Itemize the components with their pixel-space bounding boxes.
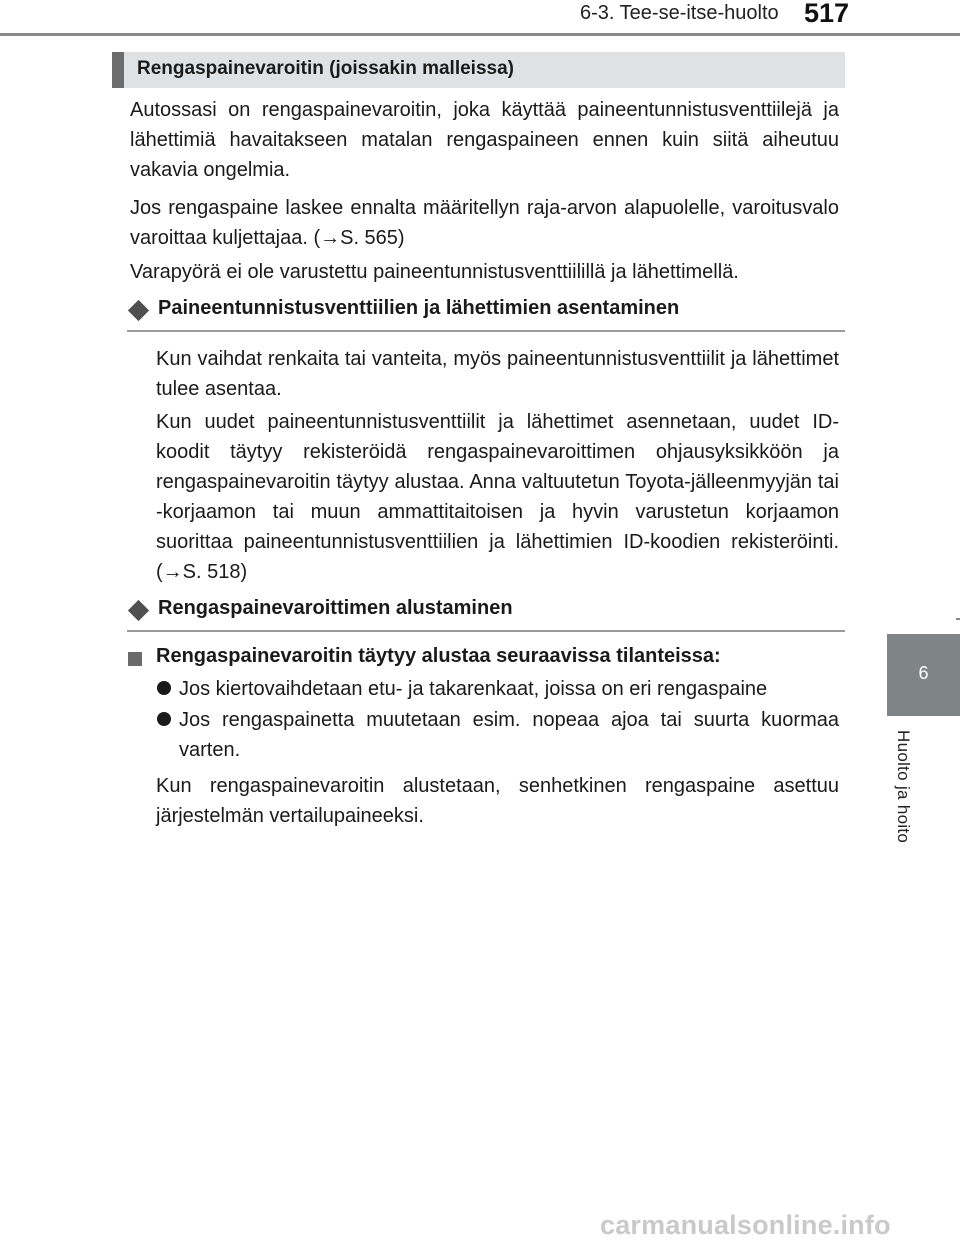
page-header bbox=[0, 0, 960, 36]
header-section-title: 6-3. Tee-se-itse-huolto bbox=[580, 2, 779, 24]
section-paragraph-2: Jos rengaspaine laskee ennalta määritellyn raja-arvon alapuolelle, varoitusvalo varoittaa kuljettajaa. (→S. 565) bbox=[130, 197, 839, 249]
list-item-text: Jos rengaspainetta muutetaan esim. nopeaa ajoa tai suurta kuormaa varten. bbox=[179, 709, 839, 761]
subsection-1-heading bbox=[127, 298, 845, 332]
section-paragraph-3: Varapyörä ei ole varustettu paineentunnistusventtiilillä ja lähettimellä. bbox=[130, 261, 739, 283]
section-heading-bar bbox=[112, 52, 124, 88]
subsection-2-rule bbox=[127, 630, 845, 632]
diamond-bullet-icon bbox=[128, 300, 149, 321]
chapter-title-vertical bbox=[893, 730, 923, 860]
page-number: 517 bbox=[804, 0, 850, 28]
condition-heading bbox=[128, 645, 848, 675]
subsection-1-paragraph-2: Kun uudet paineentunnistusventtiilit ja lähettimet asennetaan, uudet ID-koodit täytyy rekisteröidä rengaspainevaroittimen ohjausyksikköön ja rengaspainevaroitin täytyy alustaa. Anna valtuutetun Toyota-jälleenmyyjän tai -korjaamon tai muun ammattitaitoisen ja hyvin varustetun korjaamon suorittaa paineentunnistusventtiilien ja lähettimien ID-koodien rekisteröinti. (→S. 518) bbox=[156, 411, 839, 583]
section-paragraph-1: Autossasi on rengaspainevaroitin, joka käyttää paineentunnistusventtiilejä ja lähettimiä havaitakseen matalan rengaspaineen ennen kuin siitä aiheutuu vakavia ongelmia. bbox=[130, 99, 839, 181]
round-bullet-icon bbox=[157, 681, 171, 695]
round-bullet-icon bbox=[157, 712, 171, 726]
section-title: Rengaspainevaroitin (joissakin malleissa) bbox=[137, 58, 514, 79]
side-tick-mark bbox=[956, 618, 960, 620]
section-heading-box bbox=[112, 52, 845, 88]
chapter-title: Huolto ja hoito bbox=[894, 730, 913, 844]
subsection-2-heading bbox=[127, 598, 845, 632]
subsection-1-paragraph-1: Kun vaihdat renkaita tai vanteita, myös paineentunnistusventtiilit ja lähettimet tulee asentaa. bbox=[156, 348, 839, 400]
subsection-1-rule bbox=[127, 330, 845, 332]
list-item-text: Jos kiertovaihdetaan etu- ja takarenkaat, joissa on eri rengaspaine bbox=[179, 678, 768, 700]
subsection-1-title: Paineentunnistusventtiilien ja lähettimien asentaminen bbox=[158, 297, 680, 319]
subsection-2-closing: Kun rengaspainevaroitin alustetaan, senhetkinen rengaspaine asettuu järjestelmän vertailupaineeksi. bbox=[156, 775, 839, 827]
diamond-bullet-icon bbox=[128, 600, 149, 621]
chapter-tab bbox=[887, 634, 960, 716]
watermark: carmanualsonline.info bbox=[600, 1210, 891, 1240]
subsection-2-title: Rengaspainevaroittimen alustaminen bbox=[158, 597, 513, 619]
square-bullet-icon bbox=[128, 652, 142, 666]
condition-heading-text: Rengaspainevaroitin täytyy alustaa seuraavissa tilanteissa: bbox=[156, 645, 721, 667]
header-rule bbox=[0, 33, 960, 36]
chapter-number: 6 bbox=[918, 663, 929, 683]
